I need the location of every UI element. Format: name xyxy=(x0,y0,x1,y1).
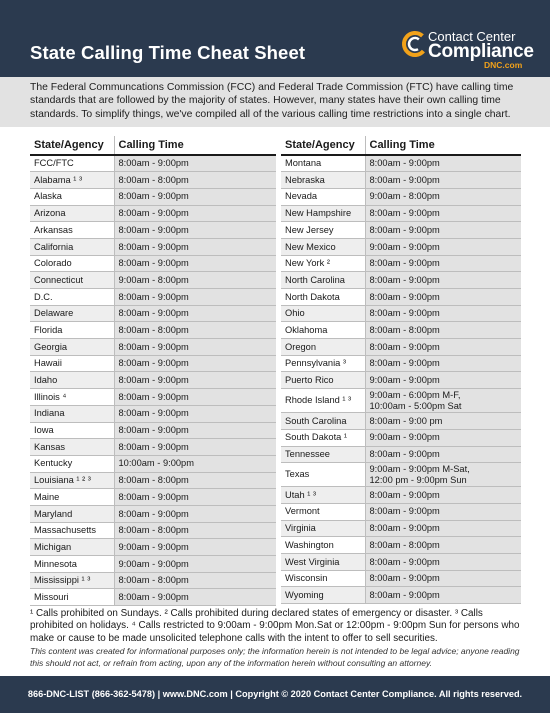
calling-time-cell: 9:00am - 9:00pm xyxy=(365,429,521,446)
calling-time-cell: 9:00am - 9:00pm xyxy=(114,539,276,556)
calling-time-cell: 8:00am - 9:00pm xyxy=(114,205,276,222)
calling-time-cell: 8:00am - 9:00pm xyxy=(114,439,276,456)
logo-text-domain: DNC.com xyxy=(484,60,523,70)
state-cell: Iowa xyxy=(30,422,114,439)
state-cell: New York ² xyxy=(281,255,365,272)
state-cell: Florida xyxy=(30,322,114,339)
calling-time-cell: 8:00am - 9:00pm xyxy=(114,355,276,372)
table-row xyxy=(30,272,276,289)
calling-time-cell: 8:00am - 9:00pm xyxy=(365,553,521,570)
table-row xyxy=(281,322,521,339)
logo-swirl-icon xyxy=(401,30,429,58)
table-row xyxy=(30,522,276,539)
logo-text-top: Contact Center xyxy=(428,29,516,44)
table-row xyxy=(30,205,276,222)
table-row xyxy=(30,505,276,522)
state-cell: Arkansas xyxy=(30,222,114,239)
state-cell: West Virginia xyxy=(281,553,365,570)
calling-time-cell: 8:00am - 9:00pm xyxy=(365,272,521,289)
calling-time-cell: 8:00am - 9:00pm xyxy=(114,339,276,356)
calling-time-cell: 8:00am - 9:00pm xyxy=(365,155,521,172)
logo-text-main: Compliance xyxy=(428,41,534,62)
table-row xyxy=(281,570,521,587)
state-cell: Kentucky xyxy=(30,455,114,472)
header-banner xyxy=(0,0,550,77)
company-logo xyxy=(401,28,534,70)
calling-time-cell: 8:00am - 8:00pm xyxy=(114,522,276,539)
table-row xyxy=(30,155,276,172)
footnotes: ¹ Calls prohibited on Sundays. ² Calls prohibited during declared states of emergency or disaster. ³ Calls prohibited on holidays. ⁴ Calls restricted to 9:00am - 9:00pm Mon.Sat or 12:00pm - 9:00pm Sun for persons who make or cause to be made unsolicited telephone calls with the intent to offer to sell securities. xyxy=(30,608,520,644)
state-cell: Washington xyxy=(281,537,365,554)
state-cell: Minnesota xyxy=(30,556,114,573)
calling-time-cell: 9:00am - 8:00pm xyxy=(365,188,521,205)
calling-time-line: 12:00 pm - 9:00pm Sun xyxy=(369,474,467,485)
calling-time-cell: 8:00am - 9:00pm xyxy=(365,487,521,504)
calling-time-cell: 8:00am - 9:00pm xyxy=(114,255,276,272)
state-cell: California xyxy=(30,238,114,255)
state-cell: New Mexico xyxy=(281,238,365,255)
state-cell: Tennessee xyxy=(281,446,365,463)
table-row xyxy=(30,222,276,239)
state-cell: Puerto Rico xyxy=(281,372,365,389)
calling-time-cell: 8:00am - 9:00pm xyxy=(114,589,276,606)
calling-time-cell: 8:00am - 8:00pm xyxy=(114,322,276,339)
table-row xyxy=(30,339,276,356)
calling-time-cell: 8:00am - 9:00pm xyxy=(114,422,276,439)
calling-time-cell: 8:00am - 9:00pm xyxy=(114,155,276,172)
table-row xyxy=(30,455,276,472)
table-row xyxy=(30,289,276,306)
state-cell: Virginia xyxy=(281,520,365,537)
state-cell: Kansas xyxy=(30,439,114,456)
state-cell: Maine xyxy=(30,489,114,506)
table-row xyxy=(30,372,276,389)
table-row xyxy=(281,155,521,172)
state-cell: Nevada xyxy=(281,188,365,205)
calling-time-cell: 9:00am - 9:00pm xyxy=(365,372,521,389)
table-row xyxy=(30,172,276,189)
state-cell: South Carolina xyxy=(281,413,365,430)
state-cell: Arizona xyxy=(30,205,114,222)
table-row xyxy=(281,205,521,222)
calling-time-cell: 8:00am - 8:00pm xyxy=(365,537,521,554)
time-column-header: Calling Time xyxy=(114,136,276,155)
calling-time-line: 9:00am - 6:00pm M-F, xyxy=(369,390,461,401)
table-header-row xyxy=(30,136,276,155)
calling-time-line: 9:00am - 9:00pm M-Sat, xyxy=(369,464,470,475)
table-row xyxy=(281,429,521,446)
calling-time-cell: 8:00am - 9:00pm xyxy=(365,520,521,537)
calling-time-cell: 9:00am - 8:00pm xyxy=(114,272,276,289)
table-row xyxy=(281,238,521,255)
calling-time-cell: 8:00am - 9:00pm xyxy=(114,389,276,406)
calling-time-cell: 8:00am - 9:00pm xyxy=(114,305,276,322)
state-cell: Delaware xyxy=(30,305,114,322)
page-title: State Calling Time Cheat Sheet xyxy=(30,42,306,63)
state-cell: Missouri xyxy=(30,589,114,606)
state-cell: Ohio xyxy=(281,305,365,322)
calling-time-cell: 8:00am - 8:00pm xyxy=(114,472,276,489)
calling-time-cell: 8:00am - 9:00pm xyxy=(114,289,276,306)
state-cell: Montana xyxy=(281,155,365,172)
table-row xyxy=(281,487,521,504)
table-row xyxy=(30,355,276,372)
state-cell: Oregon xyxy=(281,339,365,356)
state-cell: Illinois ⁴ xyxy=(30,389,114,406)
table-row xyxy=(281,537,521,554)
table-row xyxy=(281,587,521,604)
table-row xyxy=(281,463,521,487)
calling-time-cell: 8:00am - 9:00pm xyxy=(365,205,521,222)
calling-time-cell: 8:00am - 9:00pm xyxy=(114,489,276,506)
state-cell: FCC/FTC xyxy=(30,155,114,172)
calling-time-cell: 8:00am - 9:00pm xyxy=(365,305,521,322)
state-cell: Rhode Island ¹ ³ xyxy=(281,389,365,413)
state-cell: Massachusetts xyxy=(30,522,114,539)
calling-time-cell: 10:00am - 9:00pm xyxy=(114,455,276,472)
calling-time-table-right xyxy=(281,136,521,604)
state-cell: North Dakota xyxy=(281,289,365,306)
state-cell: Nebraska xyxy=(281,172,365,189)
table-row xyxy=(281,188,521,205)
table-header-row xyxy=(281,136,521,155)
table-row xyxy=(281,503,521,520)
state-cell: D.C. xyxy=(30,289,114,306)
table-row xyxy=(281,372,521,389)
state-cell: South Dakota ¹ xyxy=(281,429,365,446)
table-row xyxy=(30,405,276,422)
table-row xyxy=(30,589,276,606)
calling-time-cell: 8:00am - 9:00pm xyxy=(114,222,276,239)
legal-disclaimer: This content was created for informational purposes only; the information herein is not intended to be legal advice; anyone reading this should not act, or refrain from acting, upon any of the information herein without consulting an attorney. xyxy=(30,646,520,668)
time-column-header: Calling Time xyxy=(365,136,521,155)
table-row xyxy=(30,305,276,322)
calling-time-cell: 8:00am - 9:00pm xyxy=(365,587,521,604)
calling-time-line: 10:00am - 5:00pm Sat xyxy=(369,400,462,411)
calling-time-cell: 8:00am - 9:00pm xyxy=(365,355,521,372)
state-column-header: State/Agency xyxy=(281,136,365,155)
calling-time-cell: 9:00am - 9:00pm xyxy=(365,238,521,255)
state-cell: Alabama ¹ ³ xyxy=(30,172,114,189)
state-cell: Georgia xyxy=(30,339,114,356)
table-row xyxy=(281,255,521,272)
table-row xyxy=(30,539,276,556)
table-row xyxy=(30,322,276,339)
calling-time-cell: 9:00am - 9:00pm xyxy=(114,556,276,573)
state-cell: Alaska xyxy=(30,188,114,205)
calling-time-cell: 8:00am - 9:00 pm xyxy=(365,413,521,430)
state-cell: New Jersey xyxy=(281,222,365,239)
table-row xyxy=(281,520,521,537)
table-row xyxy=(30,489,276,506)
calling-time-cell: 8:00am - 9:00pm xyxy=(365,172,521,189)
calling-time-cell: 8:00am - 8:00pm xyxy=(114,172,276,189)
state-column-header: State/Agency xyxy=(30,136,114,155)
table-row xyxy=(281,389,521,413)
intro-paragraph: The Federal Communcations Commission (FCC) and Federal Trade Commission (FTC) have calling time standards that are followed by the majority of states. However, many states have their own calling time standards. To simplify things, we've compiled all of the various calling time restrictions into a single chart. xyxy=(0,77,550,127)
table-row xyxy=(281,289,521,306)
state-cell: Connecticut xyxy=(30,272,114,289)
state-cell: Idaho xyxy=(30,372,114,389)
calling-time-cell: 8:00am - 9:00pm xyxy=(365,570,521,587)
state-cell: Vermont xyxy=(281,503,365,520)
table-row xyxy=(30,572,276,589)
calling-time-cell: 8:00am - 8:00pm xyxy=(114,572,276,589)
table-row xyxy=(30,556,276,573)
state-cell: Mississippi ¹ ³ xyxy=(30,572,114,589)
table-row xyxy=(281,413,521,430)
state-cell: New Hampshire xyxy=(281,205,365,222)
calling-time-cell: 8:00am - 9:00pm xyxy=(114,505,276,522)
table-row xyxy=(281,339,521,356)
state-cell: Wisconsin xyxy=(281,570,365,587)
calling-time-table-left xyxy=(30,136,276,606)
calling-time-cell: 8:00am - 8:00pm xyxy=(365,322,521,339)
table-row xyxy=(281,222,521,239)
calling-time-cell xyxy=(365,463,521,487)
state-cell: Utah ¹ ³ xyxy=(281,487,365,504)
calling-time-cell: 8:00am - 9:00pm xyxy=(365,255,521,272)
table-row xyxy=(30,238,276,255)
state-cell: North Carolina xyxy=(281,272,365,289)
state-cell: Oklahoma xyxy=(281,322,365,339)
state-cell: Hawaii xyxy=(30,355,114,372)
table-row xyxy=(281,272,521,289)
calling-time-cell: 8:00am - 9:00pm xyxy=(365,446,521,463)
table-row xyxy=(30,472,276,489)
calling-time-cell: 8:00am - 9:00pm xyxy=(365,222,521,239)
calling-time-cell: 8:00am - 9:00pm xyxy=(114,372,276,389)
table-row xyxy=(30,389,276,406)
table-row xyxy=(30,188,276,205)
table-row xyxy=(30,255,276,272)
footer-bar: 866-DNC-LIST (866-362-5478) | www.DNC.com | Copyright © 2020 Contact Center Compliance. All rights reserved. xyxy=(0,676,550,713)
table-row xyxy=(281,446,521,463)
state-cell: Colorado xyxy=(30,255,114,272)
calling-time-cell: 8:00am - 9:00pm xyxy=(365,503,521,520)
table-row xyxy=(281,172,521,189)
calling-time-cell: 8:00am - 9:00pm xyxy=(114,405,276,422)
calling-time-cell: 8:00am - 9:00pm xyxy=(114,188,276,205)
state-cell: Maryland xyxy=(30,505,114,522)
table-row xyxy=(30,422,276,439)
calling-time-cell: 8:00am - 9:00pm xyxy=(365,289,521,306)
table-row xyxy=(281,305,521,322)
state-cell: Indiana xyxy=(30,405,114,422)
state-cell: Pennsylvania ³ xyxy=(281,355,365,372)
state-cell: Texas xyxy=(281,463,365,487)
calling-time-cell xyxy=(365,389,521,413)
table-row xyxy=(281,355,521,372)
calling-time-cell: 8:00am - 9:00pm xyxy=(365,339,521,356)
state-cell: Louisiana ¹ ² ³ xyxy=(30,472,114,489)
state-cell: Wyoming xyxy=(281,587,365,604)
table-row xyxy=(30,439,276,456)
calling-time-cell: 8:00am - 9:00pm xyxy=(114,238,276,255)
state-cell: Michigan xyxy=(30,539,114,556)
table-row xyxy=(281,553,521,570)
